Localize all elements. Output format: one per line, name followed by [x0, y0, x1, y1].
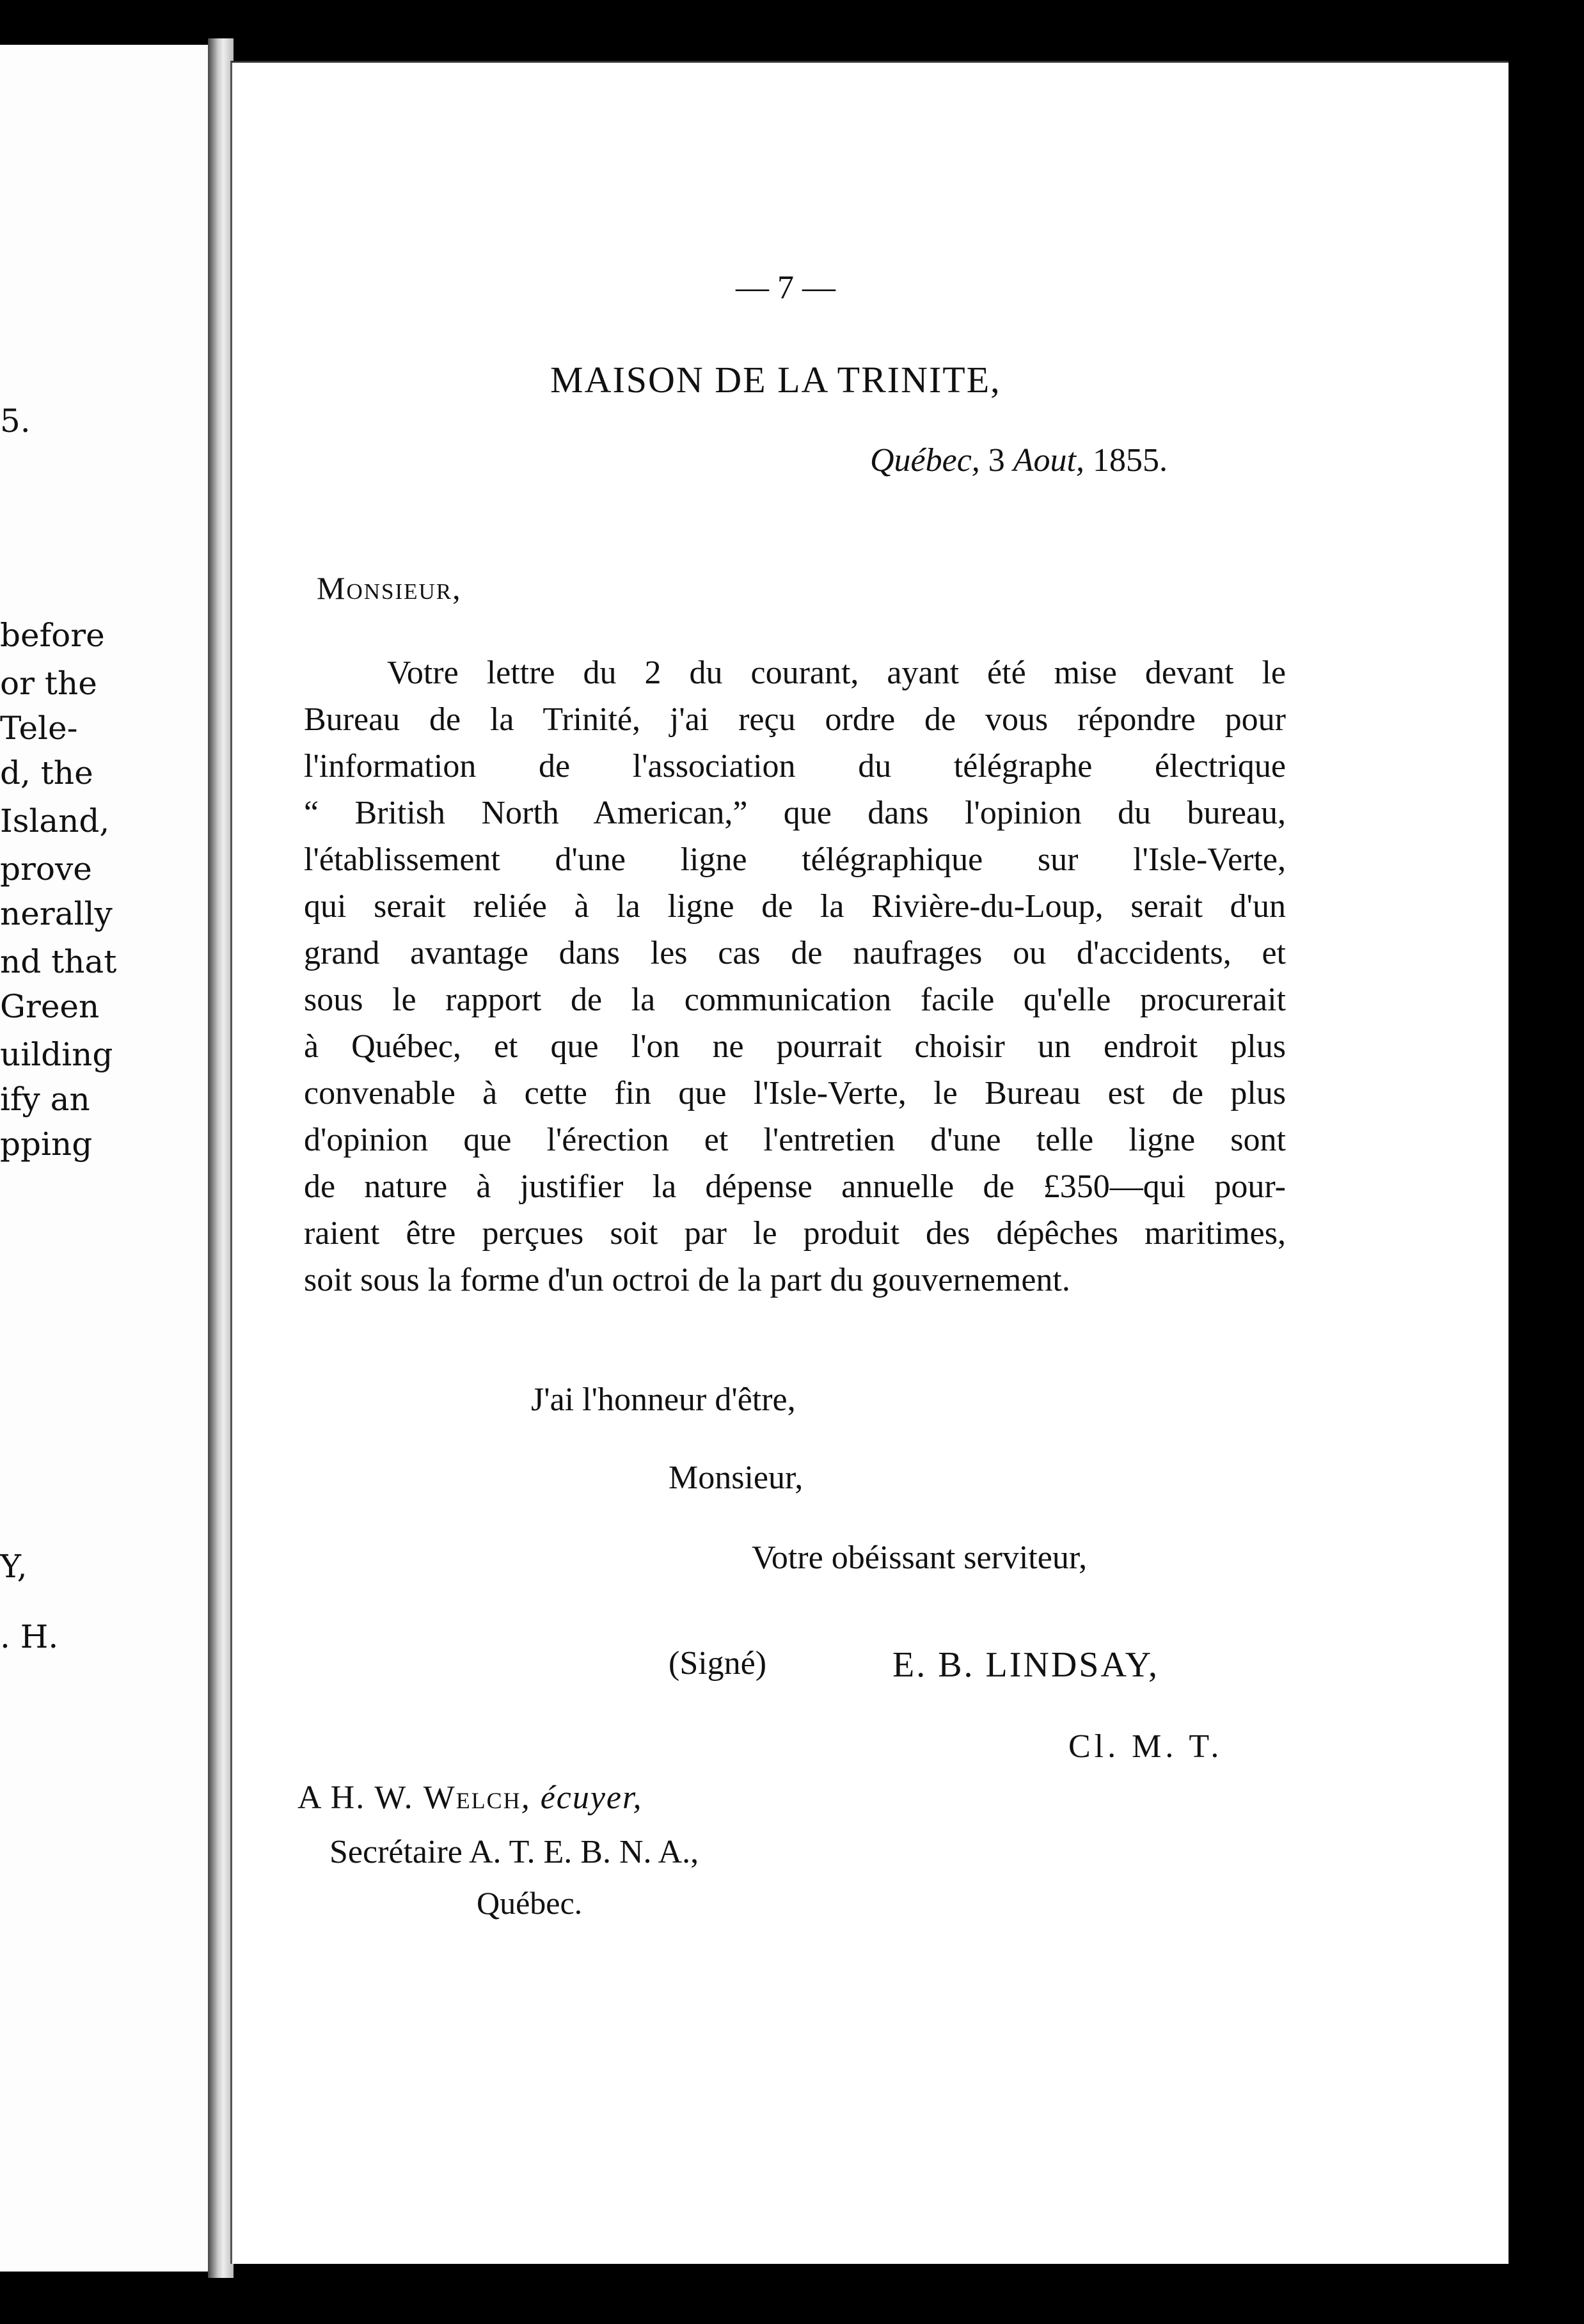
letter-date	[870, 442, 1168, 479]
signed-label: (Signé)	[669, 1645, 767, 1682]
closing-line-1: J'ai l'honneur d'être,	[531, 1381, 796, 1418]
letter-body-line: grand avantage dans les cas de naufrages ou d'accidents, et	[304, 935, 1286, 971]
addressee-city: Québec.	[477, 1885, 583, 1921]
left-page	[0, 45, 215, 2272]
left-page-line: 5.	[0, 402, 31, 440]
left-page-line: Island,	[0, 802, 110, 840]
addressee-line	[297, 1779, 642, 1817]
signer-name: E. B. LINDSAY,	[892, 1645, 1159, 1685]
letter-body-line: l'établissement d'une ligne télégraphique sur l'Isle-Verte,	[304, 841, 1286, 878]
letter-body-line: qui serait reliée à la ligne de la Rivière-du-Loup, serait d'un	[304, 888, 1286, 925]
date-place: Québec,	[870, 442, 980, 479]
signer-title: Cl. M. T.	[1068, 1728, 1223, 1765]
addressee-suffix: , écuyer,	[521, 1779, 643, 1816]
date-day: 3	[988, 442, 1005, 479]
addressee-prefix: A H. W.	[297, 1779, 414, 1816]
letter-body-line: à Québec, et que l'on ne pourrait choisir un endroit plus	[304, 1028, 1286, 1065]
left-page-line: ify an	[0, 1081, 90, 1118]
letter-body-line: Bureau de la Trinité, j'ai reçu ordre de vous répondre pour	[304, 701, 1286, 738]
date-month: Aout,	[1013, 442, 1085, 479]
left-page-line: pping	[0, 1126, 93, 1163]
letter-body-line: sous le rapport de la communication facile qu'elle procurerait	[304, 982, 1286, 1018]
left-page-line: prove	[0, 850, 92, 887]
left-page-line: nerally	[0, 895, 113, 932]
addressee-role: Secrétaire A. T. E. B. N. A.,	[329, 1834, 699, 1870]
letter-body-line: Votre lettre du 2 du courant, ayant été mise devant le	[387, 655, 1286, 691]
letter-body-line: raient être perçues soit par le produit des dépêches maritimes,	[304, 1215, 1286, 1252]
letter-heading: MAISON DE LA TRINITE,	[550, 359, 1001, 401]
left-page-line: before	[0, 617, 105, 654]
date-year: 1855.	[1093, 442, 1168, 479]
book-gutter	[208, 38, 234, 2278]
left-page-line: d, the	[0, 754, 93, 792]
left-page-line: nd that	[0, 943, 117, 980]
page-number: — 7 —	[736, 269, 836, 306]
addressee-name: Welch	[423, 1779, 521, 1816]
letter-body-line: soit sous la forme d'un octroi de la part du gouvernement.	[304, 1262, 1070, 1298]
letter-body-line: convenable à cette fin que l'Isle-Verte, le Bureau est de plus	[304, 1075, 1286, 1111]
letter-body-line: “ British North American,” que dans l'opinion du bureau,	[304, 795, 1286, 831]
letter-body	[304, 649, 1286, 1303]
letter-body-line: l'information de l'association du télégraphe électrique	[304, 748, 1286, 784]
letter-body-line: d'opinion que l'érection et l'entretien d'une telle ligne sont	[304, 1122, 1286, 1158]
salutation: Monsieur,	[317, 570, 462, 606]
left-page-line: uilding	[0, 1036, 113, 1073]
left-page-line: or the	[0, 665, 97, 702]
closing-line-2: Monsieur,	[669, 1460, 804, 1496]
left-page-line: Green	[0, 988, 100, 1025]
letter-body-line: de nature à justifier la dépense annuelle de £350—qui pour-	[304, 1168, 1286, 1205]
left-page-line: Y,	[0, 1548, 28, 1585]
closing-line-3: Votre obéissant serviteur,	[752, 1540, 1088, 1576]
left-page-line: Tele-	[0, 710, 78, 747]
left-page-line: . H.	[0, 1618, 59, 1655]
